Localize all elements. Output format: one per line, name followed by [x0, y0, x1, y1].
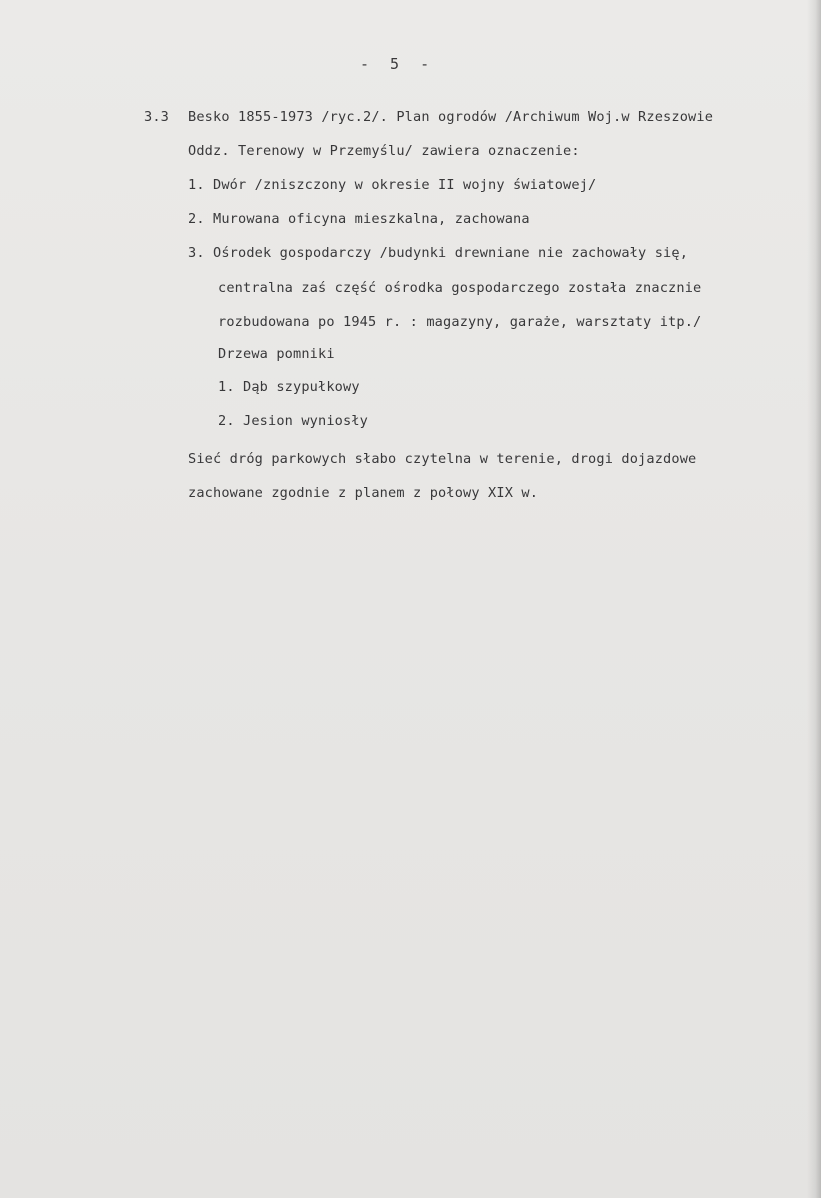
list-item-3-continuation-1: centralna zaś część ośrodka gospodarczego została znacznie	[218, 280, 702, 296]
paper-edge-shadow	[807, 0, 821, 1198]
trees-heading: Drzewa pomniki	[218, 346, 335, 362]
closing-line-1: Sieć dróg parkowych słabo czytelna w terenie, drogi dojazdowe	[188, 451, 697, 467]
section-heading-line-1: Besko 1855-1973 /ryc.2/. Plan ogrodów /Archiwum Woj.w Rzeszowie	[188, 109, 714, 125]
list-item-3: 3. Ośrodek gospodarczy /budynki drewniane nie zachowały się,	[188, 245, 689, 261]
section-heading-line-2: Oddz. Terenowy w Przemyślu/ zawiera oznaczenie:	[188, 143, 580, 159]
tree-item-1: 1. Dąb szypułkowy	[218, 379, 360, 395]
list-item-1: 1. Dwór /zniszczony w okresie II wojny światowej/	[188, 177, 597, 193]
section-number: 3.3	[144, 109, 170, 125]
list-item-2: 2. Murowana oficyna mieszkalna, zachowana	[188, 211, 530, 227]
page-number: - 5 -	[360, 55, 436, 73]
list-item-3-continuation-2: rozbudowana po 1945 r. : magazyny, garaże, warsztaty itp./	[218, 314, 702, 330]
tree-item-2: 2. Jesion wyniosły	[218, 413, 369, 429]
closing-line-2: zachowane zgodnie z planem z połowy XIX w.	[188, 485, 539, 501]
